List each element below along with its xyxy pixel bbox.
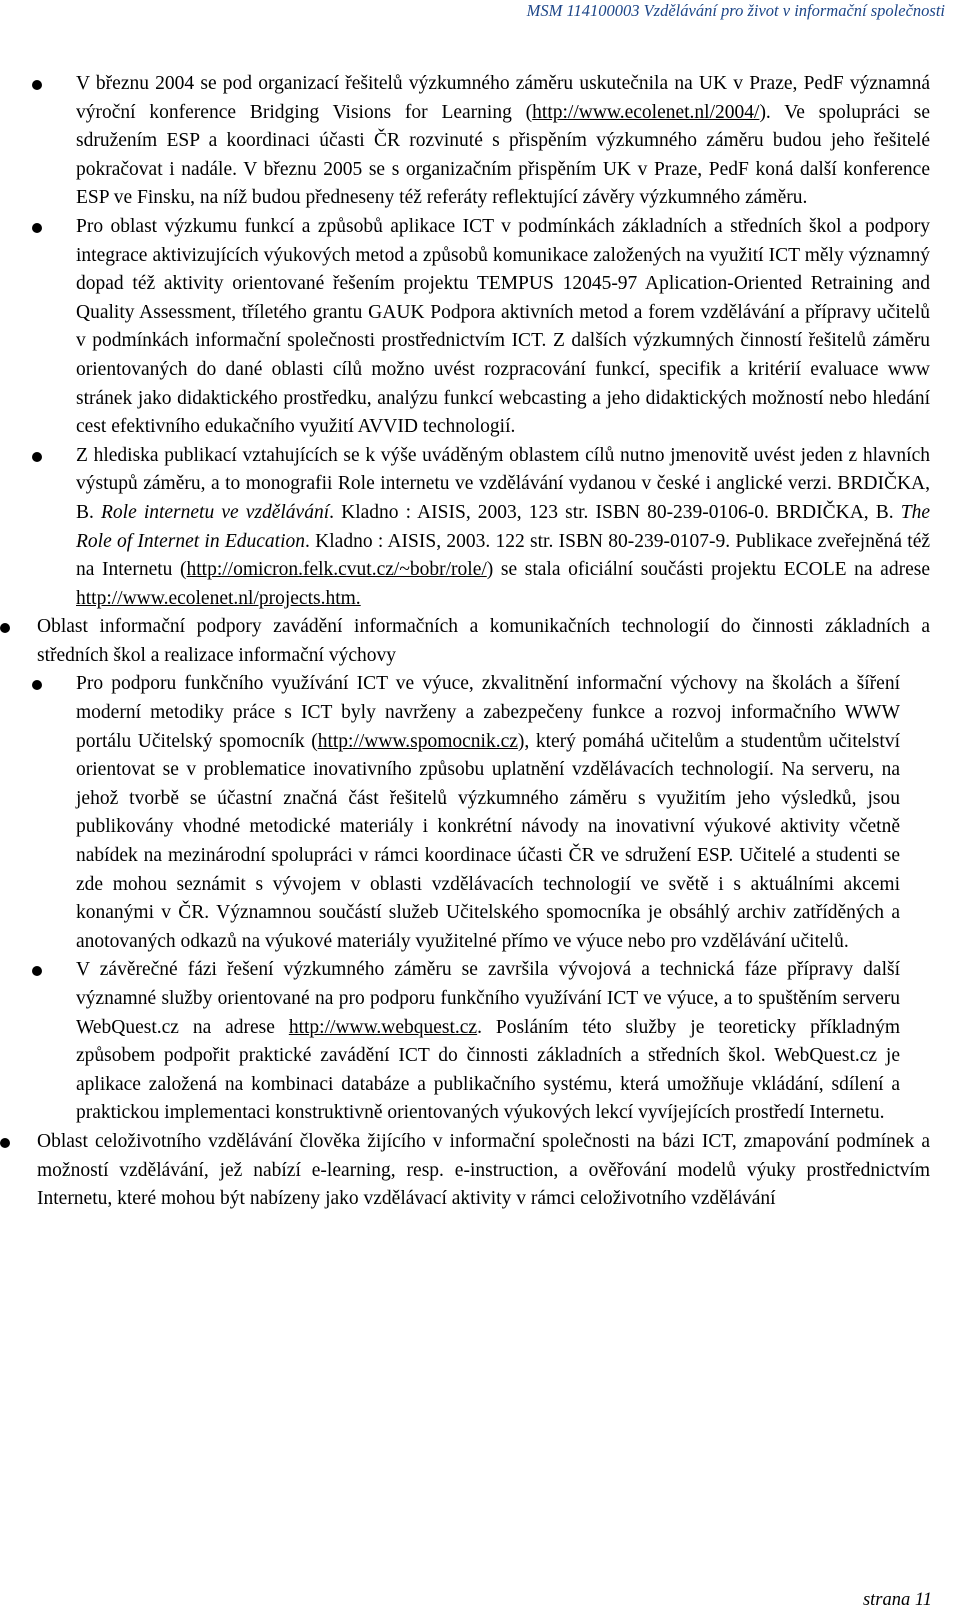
list-item [0, 213, 960, 442]
main-list [0, 613, 960, 1213]
link-ecolenet-2004[interactable]: http://www.ecolenet.nl/2004/ [532, 101, 760, 123]
list-item [0, 1128, 960, 1214]
list-item [0, 670, 930, 956]
bullet-icon [32, 223, 42, 233]
paragraph-conference: V březnu 2004 se pod organizací řešitelů výzkumného záměru uskutečnila na UK v Praze, PedF významná výroční konference Bridging Visions for Learning (http://www.ecolenet.nl/2004/). Ve spolupráci se sdružením ESP a koordinaci účasti ČR rozvinuté s přispěním výzkumného záměru budou jeho řešitelé pokračovat i nadále. V březnu 2005 se s organizačním přispěním UK v Praze, PedF koná další konference ESP ve Finsku, na níž budou předneseny též referáty reflektující závěry výzkumného záměru. [76, 73, 930, 209]
sub-list-2 [0, 670, 930, 1128]
link-omicron[interactable]: http://omicron.felk.cvut.cz/~bobr/role/ [186, 559, 487, 581]
bullet-icon [32, 966, 42, 976]
page-number: strana 11 [862, 1590, 932, 1610]
bullet-icon [0, 1138, 10, 1148]
sub-list-1 [0, 70, 960, 613]
link-spomocnik[interactable]: http://www.spomocnik.cz [317, 730, 518, 752]
bullet-icon [32, 452, 42, 462]
paragraph-research: Pro oblast výzkumu funkcí a způsobů aplikace ICT v podmínkách základních a středních škol a podpory integrace aktivizujících výukových metod a způsobů komunikace založených na využití ICT měly významný dopad též aktivity orientované řešením projektu TEMPUS 12045-97 Aplication-Oriented Retraining and Quality Assessment, tříletého grantu GAUK Podpora aktivních metod a forem vzdělávání a přípravy učitelů v podmínkách informační společnosti prostřednictvím ICT. Z dalších výzkumných činností řešitelů záměru orientovaných do dané oblasti cílů možno uvést rozpracování funkcí, specifik a kritérií evaluace www stránek jako didaktického prostředku, analýzu funkcí webcasting a jeho didaktických možností nebo hledání cest efektivního edukačního využití AVVID technologií. [76, 215, 930, 438]
bullet-icon [32, 680, 42, 690]
bullet-icon [0, 623, 10, 633]
paragraph-area-lifelong: Oblast celoživotního vzdělávání člověka žijícího v informační společnosti na bázi ICT, zmapování podmínek a možností vzdělávání, jež nabízí e-learning, resp. e-instruction, a ověřování modelů výuky prostřednictvím Internetu, které mohou být nabízeny jako vzdělávací aktivity v rámci celoživotního vzdělávání [37, 1130, 930, 1210]
document-body [0, 70, 960, 1214]
link-webquest[interactable]: http://www.webquest.cz [288, 1016, 478, 1038]
paragraph-webquest: V závěrečné fázi řešení výzkumného záměru se završila vývojová a technická fáze přípravy další významné služby orientované na pro podporu funkčního využívání ICT ve výuce, a to spuštěním serveru WebQuest.cz na adrese http://www.webquest.cz. Posláním této služby je teoreticky příkladným způsobem podpořit praktické zavádění ICT do činnosti základních a středních škol. WebQuest.cz je aplikace založená na kombinaci databáze a publikačního systému, která umožňuje vkládání, sdílení a praktickou implementaci konstruktivně orientovaných výukových lekcí vyvíjejících prostředí Internetu. [76, 959, 900, 1124]
list-item [0, 442, 960, 614]
list-item [0, 70, 960, 213]
link-ecolenet-projects[interactable]: http://www.ecolenet.nl/projects.htm. [76, 587, 361, 609]
running-header: MSM 114100003 Vzdělávání pro život v informační společnosti [526, 1, 945, 20]
paragraph-area-ict-support: Oblast informační podpory zavádění informačních a komunikačních technologií do činnosti základních a středních škol a realizace informační výchovy [37, 616, 930, 666]
list-item [0, 613, 960, 1128]
list-item [0, 956, 930, 1128]
paragraph-publications: Z hlediska publikací vztahujících se k výše uváděným oblastem cílů nutno jmenovitě uvést jeden z hlavních výstupů záměru, a to monografii Role internetu ve vzdělávání vydanou v české i anglické verzi. BRDIČKA, B. Role internetu ve vzdělávání. Kladno : AISIS, 2003, 123 str. ISBN 80-239-0106-0. BRDIČKA, B. The Role of Internet in Education. Kladno : AISIS, 2003. 122 str. ISBN 80-239-0107-9. Publikace zveřejněná též na Internetu (http://omicron.felk.cvut.cz/~bobr/role/) se stala oficiální součásti projektu ECOLE na adrese http://www.ecolenet.nl/projects.htm. [76, 444, 930, 609]
paragraph-spomocnik: Pro podporu funkčního využívání ICT ve výuce, zkvalitnění informační výchovy na školách a šíření moderní metodiky práce s ICT byly navrženy a zabezpečeny funkce a rozvoj informačního WWW portálu Učitelský spomocník (http://www.spomocnik.cz), který pomáhá učitelům a studentům učitelství orientovat se v problematice inovativního způsobu uplatnění vzdělávacích technologií. Na serveru, na jehož tvorbě se účastní značná část řešitelů výzkumného záměru s využitím jeho výsledků, jsou publikovány vhodné metodické materiály i konkrétní návody na inovativní výukové aktivity včetně nabídek na mezinárodní spolupráci v rámci koordinace účasti ČR ve sdružení ESP. Učitelé a studenti se zde mohou seznámit s vývojem v oblasti vzdělávacích technologií ve světě i s aktuálními akcemi konanými v ČR. Významnou součástí služeb Učitelského spomocníka je obsáhlý archiv zatříděných a anotovaných odkazů na výukové materiály využitelné přímo ve výuce nebo pro vzdělávání učitelů. [76, 673, 900, 952]
bullet-icon [32, 80, 42, 90]
